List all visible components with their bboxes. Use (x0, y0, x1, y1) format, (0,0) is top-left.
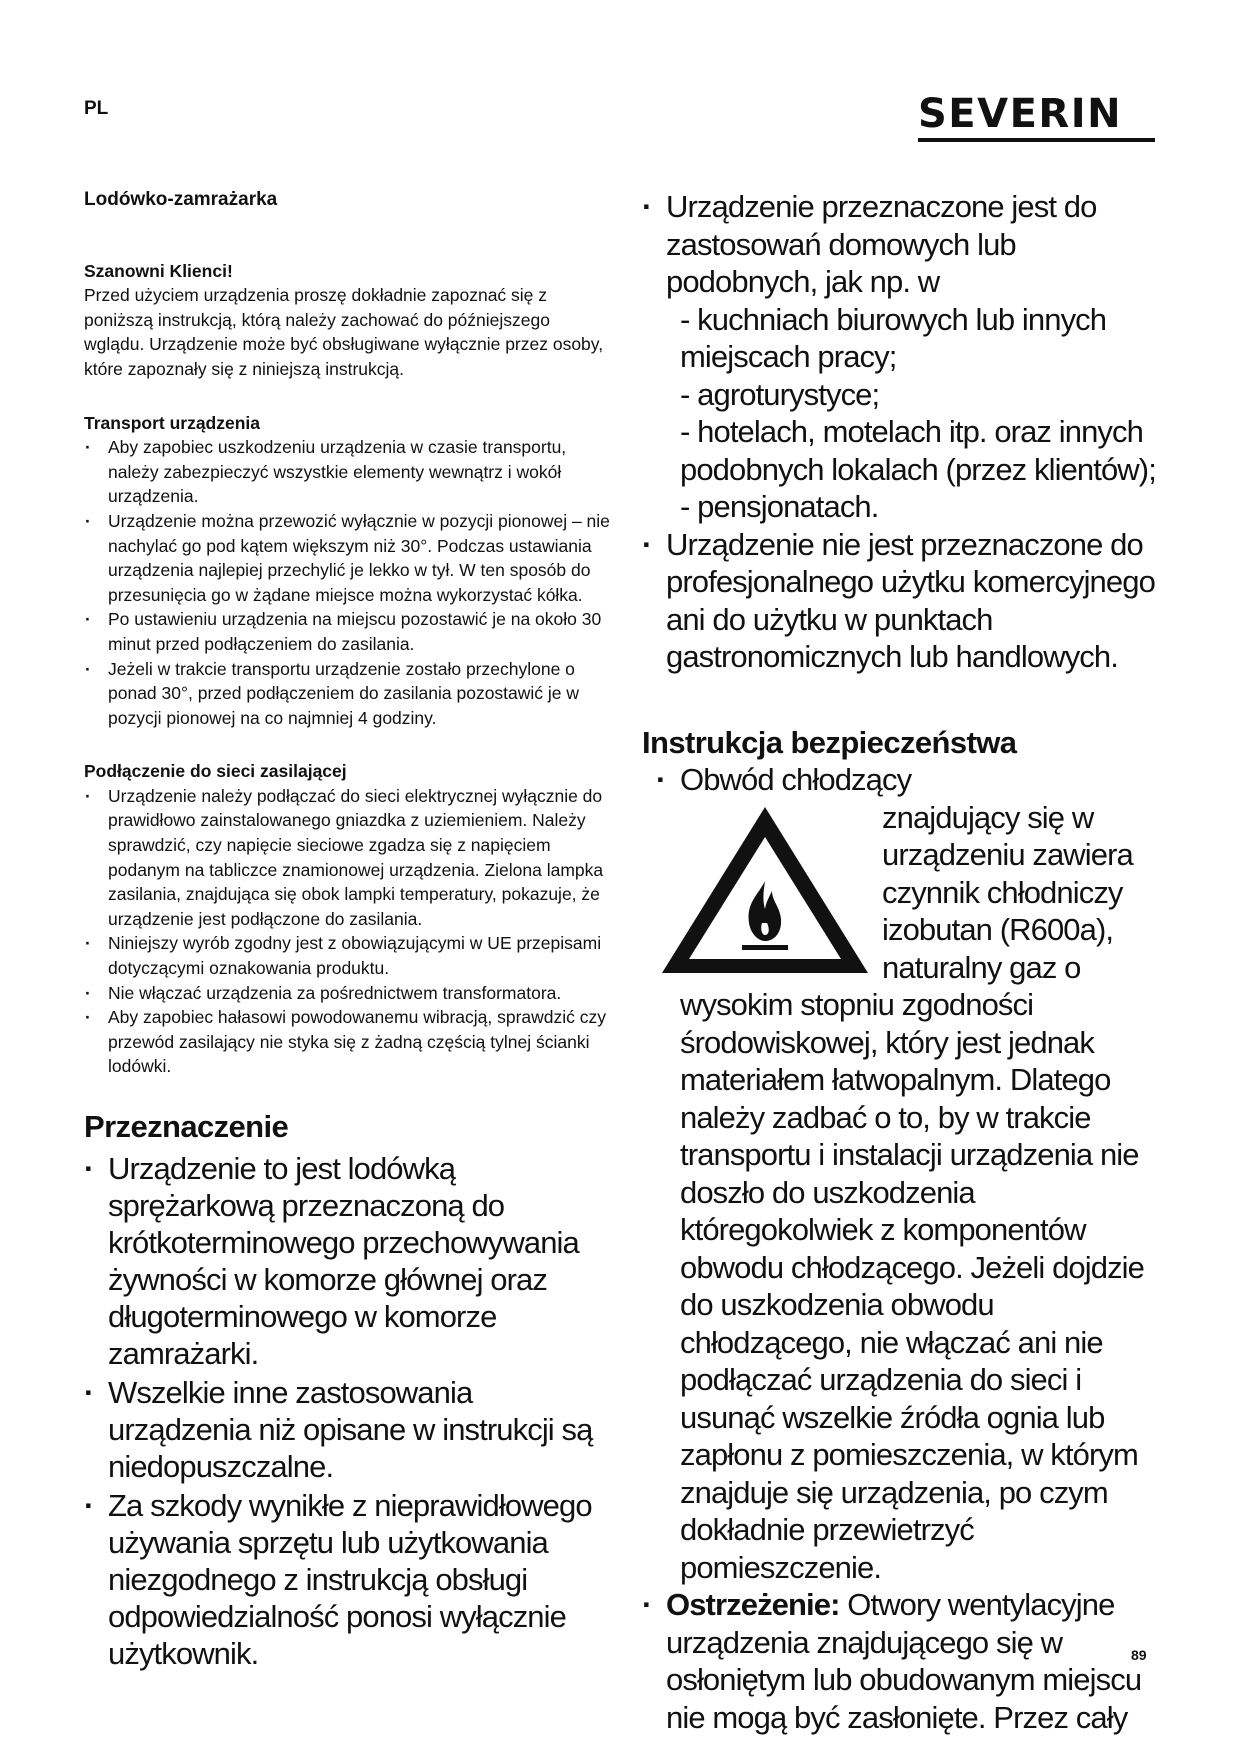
use-place-item: - pensjonatach. (680, 489, 879, 524)
hazard-wrap (680, 799, 1162, 1587)
list-item (642, 761, 1162, 1586)
list-item: · Niniejszy wyrób zgodny jest z obowiązującymi w UE przepisami dotyczącymi oznakowania produktu. (84, 931, 614, 980)
list-item: · Jeżeli w trakcie transportu urządzenie zostało przechylone o ponad 30°, przed podłączeniem do zasilania pozostawić je w pozycji pionowej na co najmniej 4 godziny. (84, 657, 614, 731)
list-item: · Urządzenie to jest lodówką sprężarkową przeznaczoną do krótkoterminowego przechowywania żywności w komorze głównej oraz długoterminowego w komorze zamrażarki. (84, 1150, 614, 1372)
left-column (84, 188, 614, 1674)
logo-text: SEVERIN (918, 91, 1123, 137)
power-list (84, 784, 614, 1079)
use-place-item: - agroturystyce; (680, 376, 880, 412)
page-number: 89 (1131, 1647, 1147, 1663)
use-intro: Urządzenie przeznaczone jest do zastosowań domowych lub podobnych, jak np. w (666, 189, 1097, 299)
warning-text: Otwory wentylacyjne urządzenia znajdującego się w osłoniętym lub obudowanym miejscu nie mogą być zasłonięte. Przez cały (666, 1587, 1142, 1735)
transport-list (84, 435, 614, 730)
list-item: · Urządzenie nie jest przeznaczone do profesjonalnego użytku komercyjnego ani do użytku w punktach gastronomicznych lub handlowych. (642, 526, 1162, 676)
list-item (642, 188, 1162, 526)
warning-label: Ostrzeżenie: (666, 1587, 840, 1622)
list-item (642, 1586, 1162, 1736)
greeting-text: Przed użyciem urządzenia proszę dokładnie zapoznać się z poniższą instrukcją, którą należy zachować do późniejszego wglądu. Urządzenie może być obsługiwane wyłącznie przez osoby, które zapoznały się z niniejszą instrukcją. (84, 285, 604, 379)
transport-heading: Transport urządzenia (84, 412, 261, 433)
list-item: · Aby zapobiec hałasowi powodowanemu wibracją, sprawdzić czy przewód zasilający nie styka się z żadną częścią tylnej ścianki lodówki. (84, 1005, 614, 1079)
list-item: · Urządzenie należy podłączać do sieci elektrycznej wyłącznie do prawidłowo zainstalowanego gniazdka z uziemieniem. Należy sprawdzić, czy napięcie sieciowe zgadza się z napięciem podanym na tabliczce znamionowej urządzenia. Zielona lampka zasilania, znajdująca się obok lampki temperatury, pokazuje, że urządzenie jest podłączone do zasilania. (84, 784, 614, 932)
right-column (642, 188, 1162, 1736)
circuit-lead: Obwód chłodzący (680, 762, 912, 797)
purpose-list (84, 1150, 614, 1672)
flammable-warning-icon (654, 799, 876, 979)
list-item: · Aby zapobiec uszkodzeniu urządzenia w czasie transportu, należy zabezpieczyć wszystkie elementy wewnątrz i wokół urządzenia. (84, 435, 614, 509)
greeting-heading: Szanowni Klienci! (84, 260, 233, 281)
document-title: Lodówko-zamrażarka (84, 189, 278, 210)
language-code: PL (84, 98, 109, 119)
greeting-section (84, 259, 614, 382)
transport-section (84, 411, 614, 731)
logo-underline (918, 138, 1155, 142)
list-item: · Za szkody wynikłe z nieprawidłowego używania sprzętu lub użytkowania niezgodnego z instrukcją obsługi odpowiedzialność ponosi wyłącznie użytkownik. (84, 1487, 614, 1672)
list-item: · Po ustawieniu urządzenia na miejscu pozostawić je na około 30 minut przed podłączeniem do zasilania. (84, 607, 614, 656)
purpose-section (84, 1108, 614, 1672)
circuit-text: znajdujący się w urządzeniu zawiera czynnik chłodniczy izobutan (R600a), naturalny gaz o wysokim stopniu zgodności środowiskowej, który jest jednak materiałem łatwopalnym. Dlatego należy zadbać o to, by w trakcie transportu i instalacji urządzenia nie doszło do uszkodzenia któregokolwiek z komponentów obwodu chłodzącego. Jeżeli dojdzie do uszkodzenia obwodu chłodzącego, nie włączać ani nie podłączać urządzenia do sieci i usunąć wszelkie źródła ognia lub zapłonu z pomieszczenia, w którym znajduje się urządzenia, po czym dokładnie przewietrzyć pomieszczenie. (680, 799, 1145, 1585)
safety-list (642, 761, 1162, 1736)
severin-logo (918, 92, 1155, 142)
power-section (84, 759, 614, 1079)
safety-heading: Instrukcja bezpieczeństwa (642, 724, 1017, 760)
power-heading: Podłączenie do sieci zasilającej (84, 761, 347, 782)
use-place-item: - hotelach, motelach itp. oraz innych podobnych lokalach (przez klientów); (680, 414, 1156, 487)
purpose-heading: Przeznaczenie (84, 1109, 289, 1144)
use-places-list (666, 301, 1162, 526)
use-place-item: - kuchniach biurowych lub innych miejscach pracy; (680, 301, 1107, 374)
list-item: · Urządzenie można przewozić wyłącznie w pozycji pionowej – nie nachylać go pod kątem większym niż 30°. Podczas ustawiania urządzenia najlepiej przechylić je lekko w tył. W ten sposób do przesunięcia go w żądane miejsce można wykorzystać kółka. (84, 509, 614, 607)
list-item: · Nie włączać urządzenia za pośrednictwem transformatora. (84, 981, 614, 1006)
list-item: · Wszelkie inne zastosowania urządzenia niż opisane w instrukcji są niedopuszczalne. (84, 1374, 614, 1485)
use-list (642, 188, 1162, 676)
